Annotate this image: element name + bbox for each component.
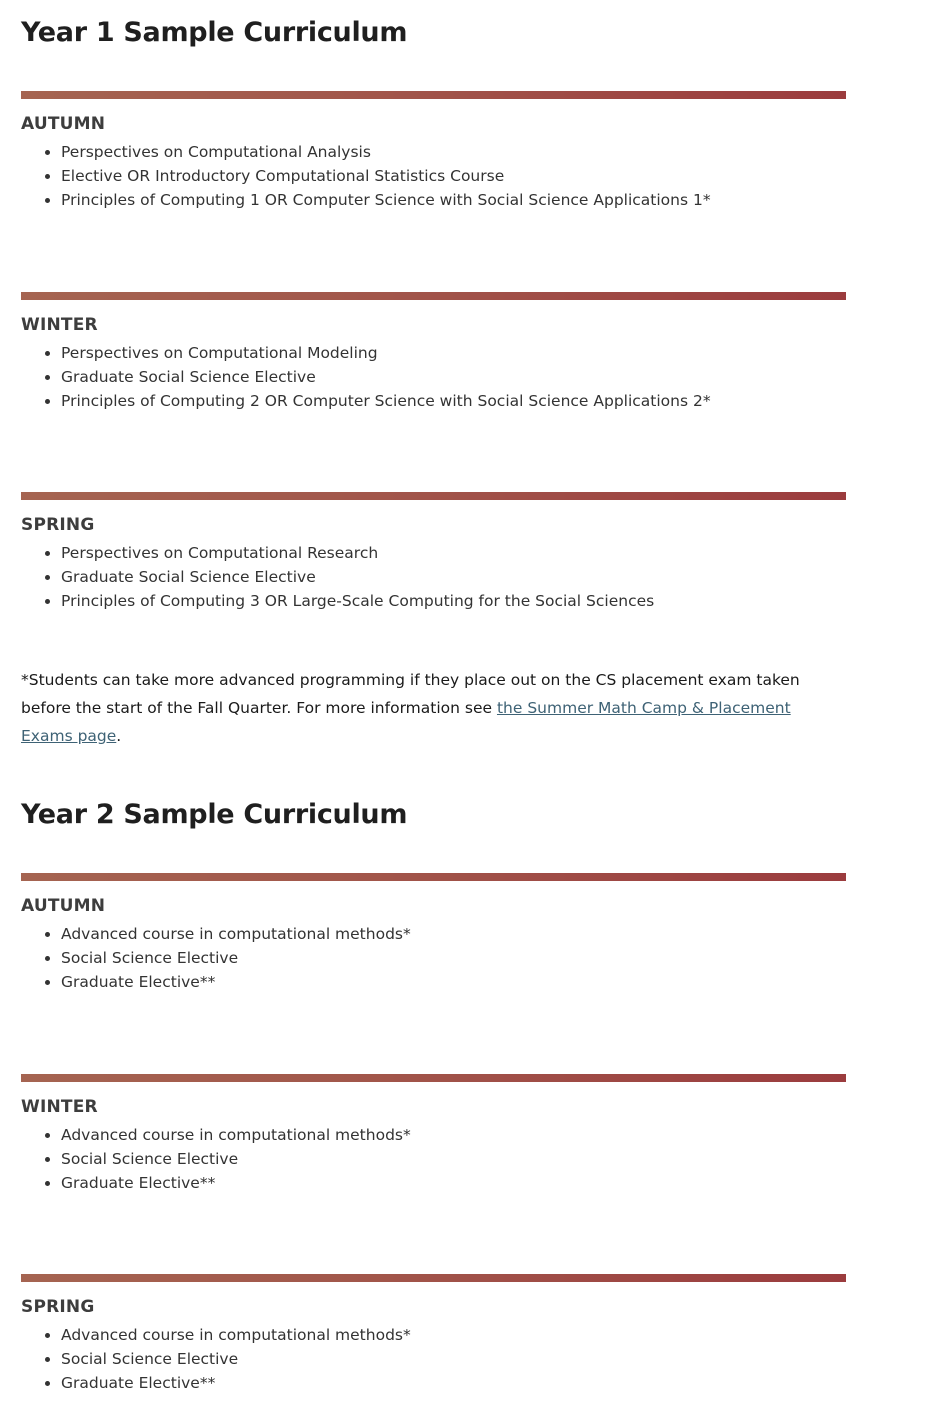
- section-divider-bar: [21, 873, 846, 881]
- list-item: • Graduate Elective**: [61, 1371, 846, 1395]
- footnote-text: *Students can take more advanced programming if they place out on the CS placement exam taken before the start of the Fall Quarter. For more information see: [21, 671, 800, 717]
- footnote-end: .: [116, 727, 122, 745]
- year-1-winter-section: [21, 292, 846, 413]
- list-item: • Principles of Computing 2 OR Computer Science with Social Science Applications 2*: [61, 389, 846, 413]
- section-divider-bar: [21, 292, 846, 300]
- section-divider-bar: [21, 91, 846, 99]
- section-divider-bar: [21, 1274, 846, 1282]
- season-heading: WINTER: [21, 315, 98, 335]
- year-2-heading: Year 2 Sample Curriculum: [21, 799, 408, 830]
- year-2-winter-section: [21, 1074, 846, 1195]
- course-list: [21, 341, 846, 413]
- section-divider-bar: [21, 1074, 846, 1082]
- section-divider-bar: [21, 492, 846, 500]
- season-heading: AUTUMN: [21, 114, 106, 134]
- course-list: [21, 922, 846, 994]
- list-item: • Principles of Computing 1 OR Computer Science with Social Science Applications 1*: [61, 188, 846, 212]
- list-item: • Social Science Elective: [61, 1347, 846, 1371]
- course-list: [21, 541, 846, 613]
- course-list: [21, 140, 846, 212]
- list-item: • Advanced course in computational methods*: [61, 1323, 846, 1347]
- year-2-autumn-section: [21, 873, 846, 994]
- list-item: • Principles of Computing 3 OR Large-Scale Computing for the Social Sciences: [61, 589, 846, 613]
- list-item: • Graduate Social Science Elective: [61, 565, 846, 589]
- season-heading: SPRING: [21, 515, 95, 535]
- season-heading: SPRING: [21, 1297, 95, 1317]
- summer-math-camp-link[interactable]: the Summer Math Camp & Placement Exams page: [21, 699, 791, 745]
- list-item: • Graduate Elective**: [61, 1171, 846, 1195]
- course-list: [21, 1323, 846, 1395]
- year-1-spring-section: [21, 492, 846, 613]
- year-1-autumn-section: [21, 91, 846, 212]
- list-item: • Elective OR Introductory Computational Statistics Course: [61, 164, 846, 188]
- season-heading: AUTUMN: [21, 896, 106, 916]
- year-1-heading: Year 1 Sample Curriculum: [21, 17, 408, 48]
- list-item: • Graduate Social Science Elective: [61, 365, 846, 389]
- year-2-spring-section: [21, 1274, 846, 1395]
- list-item: • Advanced course in computational methods*: [61, 922, 846, 946]
- list-item: • Social Science Elective: [61, 1147, 846, 1171]
- list-item: • Social Science Elective: [61, 946, 846, 970]
- placement-footnote: [21, 666, 841, 750]
- season-heading: WINTER: [21, 1097, 98, 1117]
- course-list: [21, 1123, 846, 1195]
- list-item: • Graduate Elective**: [61, 970, 846, 994]
- list-item: • Advanced course in computational methods*: [61, 1123, 846, 1147]
- list-item: • Perspectives on Computational Modeling: [61, 341, 846, 365]
- list-item: • Perspectives on Computational Analysis: [61, 140, 846, 164]
- list-item: • Perspectives on Computational Research: [61, 541, 846, 565]
